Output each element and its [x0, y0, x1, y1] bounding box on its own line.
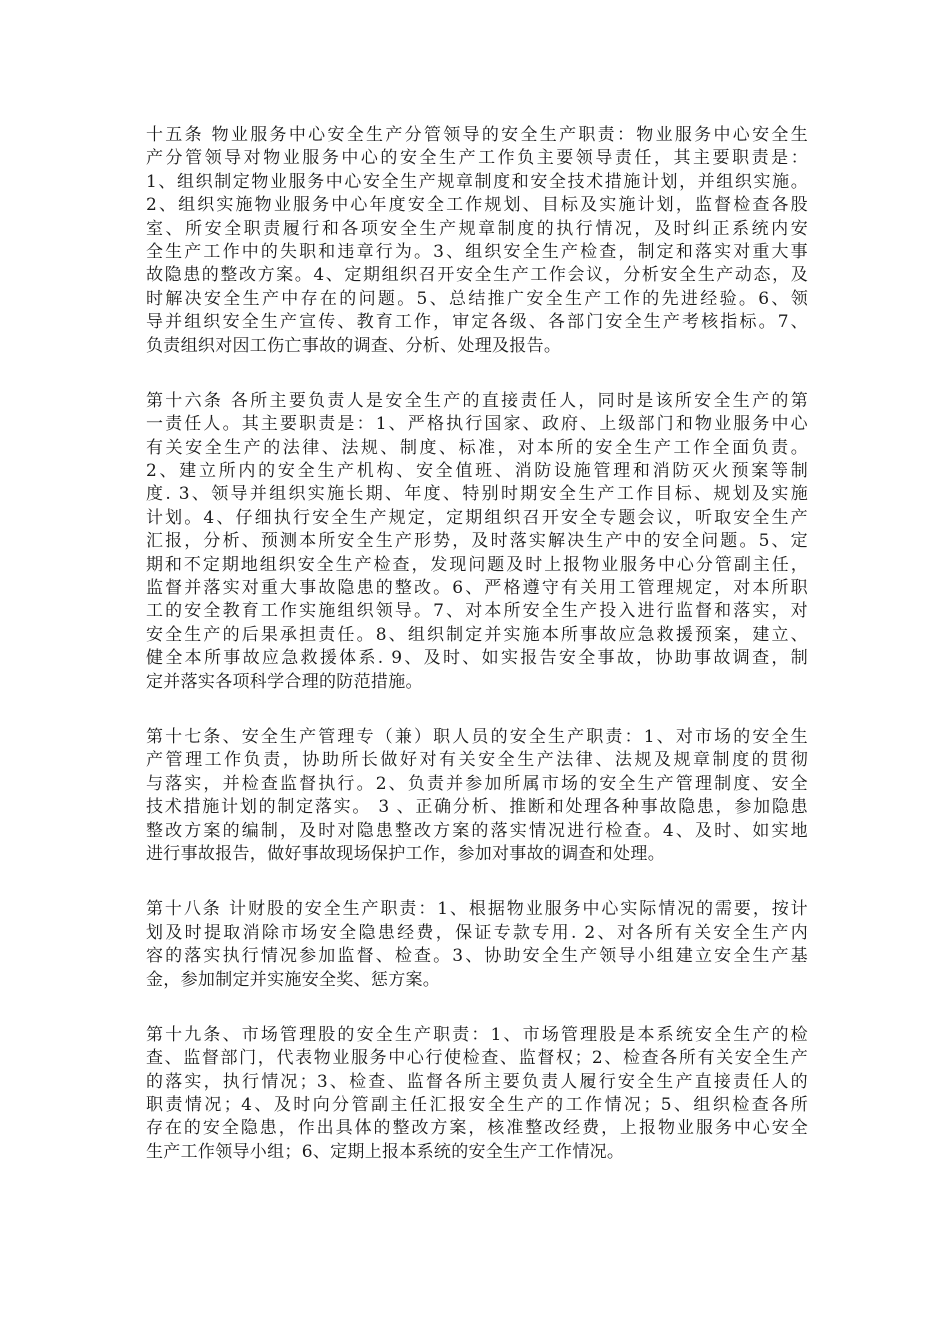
text-line: 技术措施计划的制定落实。 3 、正确分析、推断和处理各种事故隐患，参加隐患 [146, 797, 808, 818]
text-line: 整改方案的编制，及时对隐患整改方案的落实情况进行检查。4、及时、如实地 [146, 820, 808, 841]
text-line: 全生产工作中的失职和违章行为。3、组织安全生产检查，制定和落实对重大事 [146, 241, 808, 262]
article-16-paragraph [146, 390, 808, 694]
text-line: 1、组织制定物业服务中心安全生产规章制度和安全技术措施计划，并组织实施。 [146, 171, 808, 192]
text-line: 期和不定期地组织安全生产检查，发现问题及时上报物业服务中心分管副主任， [146, 554, 808, 575]
text-line: 第十九条、市场管理股的安全生产职责：1、市场管理股是本系统安全生产的检 [146, 1024, 808, 1045]
text-line: 有关安全生产的法律、法规、制度、标准，对本所的安全生产工作全面负责。 [146, 437, 808, 458]
text-line: 导并组织安全生产宣传、教育工作，审定各级、各部门安全生产考核指标。7、 [146, 312, 808, 333]
text-line: 安全生产的后果承担责任。8、组织制定并实施本所事故应急救援预案，建立、 [146, 624, 808, 645]
text-line: 与落实，并检查监督执行。2、负责并参加所属市场的安全生产管理制度、安全 [146, 773, 808, 794]
text-line: 十五条 物业服务中心安全生产分管领导的安全生产职责：物业服务中心安全生 [146, 125, 808, 145]
text-line: 故隐患的整改方案。4、定期组织召开安全生产工作会议，分析安全生产动态，及 [146, 265, 808, 286]
text-line: 健全本所事故应急救援体系. 9、及时、如实报告安全事故，协助事故调查，制 [146, 648, 808, 669]
text-line: 2、建立所内的安全生产机构、安全值班、消防设施管理和消防灭火预案等制 [146, 461, 808, 482]
text-line: 汇报，分析、预测本所安全生产形势，及时落实解决生产中的安全问题。5、定 [146, 531, 808, 552]
text-line: 室、所安全职责履行和各项安全生产规章制度的执行情况，及时纠正系统内安 [146, 218, 808, 239]
text-line: 生产工作领导小组；6、定期上报本系统的安全生产工作情况。 [146, 1141, 625, 1162]
text-line: 存在的安全隐患，作出具体的整改方案，核准整改经费，上报物业服务中心安全 [146, 1118, 808, 1139]
text-line: 产分管领导对物业服务中心的安全生产工作负主要领导责任，其主要职责是： [146, 148, 808, 169]
text-line: 查、监督部门，代表物业服务中心行使检查、监督权；2、检查各所有关安全生产 [146, 1048, 808, 1069]
document-page [146, 124, 808, 1196]
article-19-paragraph [146, 1024, 808, 1164]
text-line: 第十六条 各所主要负责人是安全生产的直接责任人，同时是该所安全生产的第 [146, 390, 808, 411]
text-line: 时解决安全生产中存在的问题。5、总结推广安全生产工作的先进经验。6、领 [146, 288, 808, 309]
text-line: 监督并落实对重大事故隐患的整改。6、严格遵守有关用工管理规定，对本所职 [146, 578, 808, 599]
text-line: 金，参加制定并实施安全奖、惩方案。 [146, 969, 441, 990]
article-17-paragraph [146, 726, 808, 866]
article-15-paragraph [146, 124, 808, 358]
text-line: 负责组织对因工伤亡事故的调查、分析、处理及报告。 [146, 335, 562, 356]
text-line: 第十七条、安全生产管理专（兼）职人员的安全生产职责：1、对市场的安全生 [146, 726, 808, 747]
text-line: 度. 3、领导并组织实施长期、年度、特别时期安全生产工作目标、规划及实施 [146, 484, 808, 505]
text-line: 第十八条 计财股的安全生产职责：1、根据物业服务中心实际情况的需要，按计 [146, 899, 808, 920]
text-line: 职责情况；4、及时向分管副主任汇报安全生产的工作情况；5、组织检查各所 [146, 1095, 808, 1116]
text-line: 一责任人。其主要职责是：1、严格执行国家、政府、上级部门和物业服务中心 [146, 414, 808, 435]
text-line: 产管理工作负责，协助所长做好对有关安全生产法律、法规及规章制度的贯彻 [146, 750, 808, 771]
text-line: 划及时提取消除市场安全隐患经费，保证专款专用. 2、对各所有关安全生产内 [146, 922, 808, 943]
text-line: 的落实，执行情况；3、检查、监督各所主要负责人履行安全生产直接责任人的 [146, 1071, 808, 1092]
text-line: 工的安全教育工作实施组织领导。7、对本所安全生产投入进行监督和落实，对 [146, 601, 808, 622]
text-line: 计划。4、仔细执行安全生产规定，定期组织召开安全专题会议，听取安全生产 [146, 507, 808, 528]
text-line: 容的落实执行情况参加监督、检查。3、协助安全生产领导小组建立安全生产基 [146, 946, 808, 967]
text-line: 2、组织实施物业服务中心年度安全工作规划、目标及实施计划，监督检查各股 [146, 195, 808, 216]
text-line: 定并落实各项科学合理的防范措施。 [146, 671, 423, 692]
text-line: 进行事故报告，做好事故现场保护工作，参加对事故的调查和处理。 [146, 843, 665, 864]
article-18-paragraph [146, 898, 808, 992]
